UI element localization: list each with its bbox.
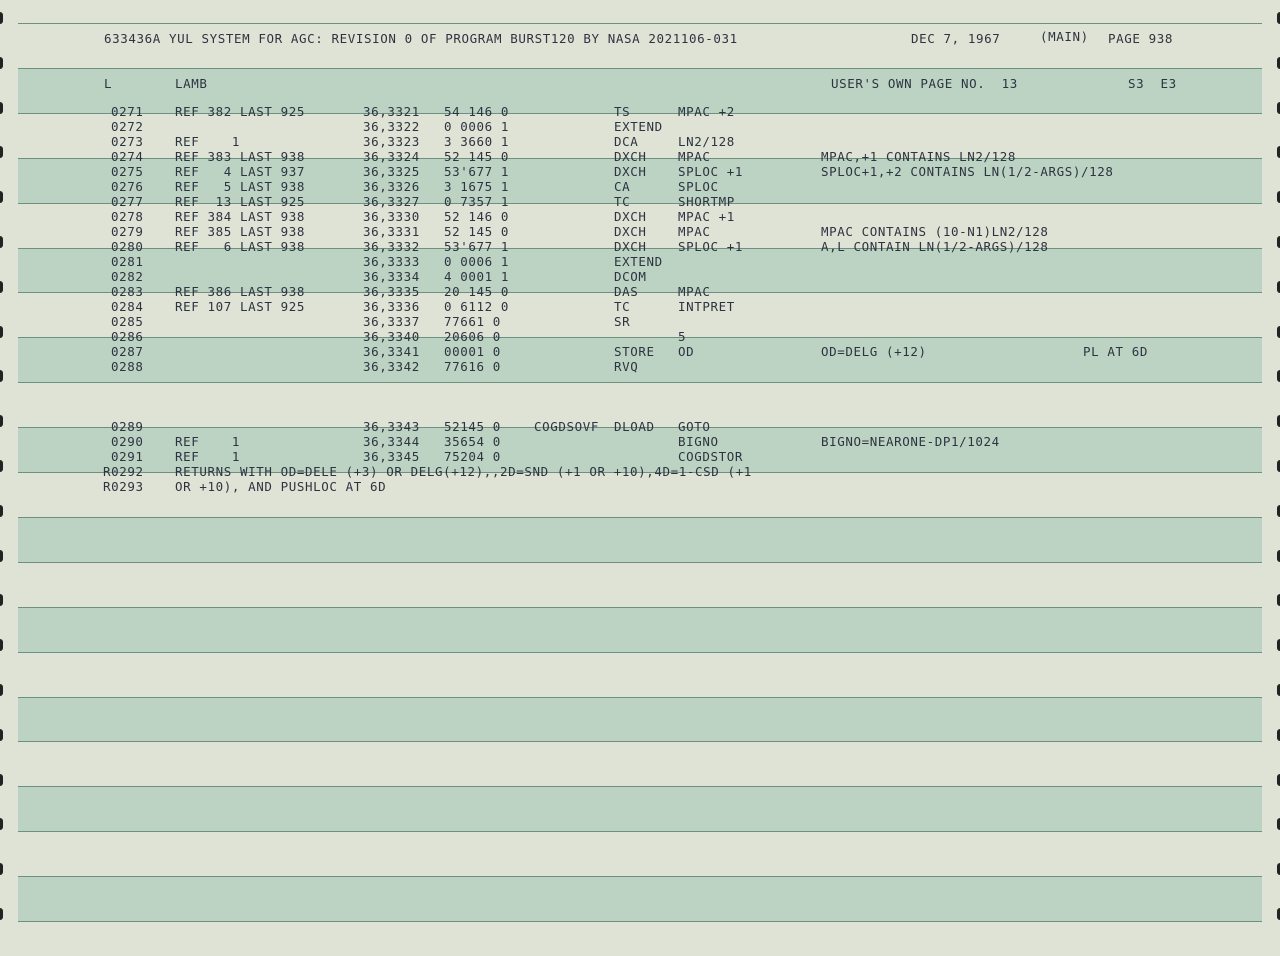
row-line-number: 0286 xyxy=(111,329,144,344)
header-date: DEC 7, 1967 xyxy=(911,31,1001,46)
row-opcode: TC xyxy=(614,194,631,209)
feed-hole xyxy=(0,57,3,69)
row-octal-word: 0 0006 1 xyxy=(444,254,510,269)
row-operand: SPLOC xyxy=(678,179,719,194)
row-opcode: DXCH xyxy=(614,164,647,179)
row-comment: MPAC,+1 CONTAINS LN2/128 xyxy=(821,149,1017,164)
row-octal-word: 0 7357 1 xyxy=(444,194,510,209)
user-page-number: USER'S OWN PAGE NO. 13 xyxy=(831,76,1018,91)
greenbar-rule xyxy=(18,786,1262,787)
row-octal-word: 53'677 1 xyxy=(444,164,510,179)
row-octal-word: 77616 0 xyxy=(444,359,501,374)
row-operand: GOTO xyxy=(678,419,711,434)
row-line-number: 0271 xyxy=(111,104,144,119)
row-operand: MPAC +2 xyxy=(678,104,735,119)
row-comment: OD=DELG (+12) xyxy=(821,344,927,359)
feed-hole xyxy=(0,281,3,293)
greenbar-rule xyxy=(18,68,1262,69)
row-opcode: CA xyxy=(614,179,631,194)
greenbar-rule xyxy=(18,831,1262,832)
section-codes: S3 E3 xyxy=(1128,76,1177,91)
row-line-number: 0275 xyxy=(111,164,144,179)
row-line-number: 0284 xyxy=(111,299,144,314)
row-line-number: 0281 xyxy=(111,254,144,269)
row-address: 36,3324 xyxy=(363,149,420,164)
row-octal-word: 0 0006 1 xyxy=(444,119,510,134)
feed-hole xyxy=(0,326,3,338)
log-name: LAMB xyxy=(175,76,208,91)
row-line-number: 0282 xyxy=(111,269,144,284)
remark-text: RETURNS WITH OD=DELE (+3) OR DELG(+12),,2D=SND (+1 OR +10),4D=1-CSD (+1 xyxy=(175,464,752,479)
feed-hole xyxy=(0,863,3,875)
greenbar-rule xyxy=(18,23,1262,24)
row-opcode: DXCH xyxy=(614,239,647,254)
row-opcode: DCA xyxy=(614,134,639,149)
row-operand: SPLOC +1 xyxy=(678,164,744,179)
row-operand: MPAC xyxy=(678,224,711,239)
row-operand: COGDSTOR xyxy=(678,449,744,464)
feed-hole xyxy=(0,370,3,382)
remark-number: R0293 xyxy=(103,479,144,494)
row-line-number: 0291 xyxy=(111,449,144,464)
row-reference: REF 5 LAST 938 xyxy=(175,179,306,194)
feed-hole xyxy=(0,818,3,830)
row-address: 36,3326 xyxy=(363,179,420,194)
feed-hole xyxy=(0,684,3,696)
row-octal-word: 54 146 0 xyxy=(444,104,510,119)
row-opcode: SR xyxy=(614,314,631,329)
row-operand: MPAC xyxy=(678,149,711,164)
row-address: 36,3330 xyxy=(363,209,420,224)
row-operand: SPLOC +1 xyxy=(678,239,744,254)
greenbar-rule xyxy=(18,517,1262,518)
row-octal-word: 0 6112 0 xyxy=(444,299,510,314)
row-comment: BIGNO=NEARONE-DP1/1024 xyxy=(821,434,1000,449)
row-address: 36,3325 xyxy=(363,164,420,179)
header-section: (MAIN) xyxy=(1040,29,1089,44)
row-comment: MPAC CONTAINS (10-N1)LN2/128 xyxy=(821,224,1049,239)
greenbar-band xyxy=(18,517,1262,562)
row-address: 36,3323 xyxy=(363,134,420,149)
row-octal-word: 77661 0 xyxy=(444,314,501,329)
row-reference: REF 383 LAST 938 xyxy=(175,149,306,164)
row-opcode: DCOM xyxy=(614,269,647,284)
row-address: 36,3331 xyxy=(363,224,420,239)
row-opcode: RVQ xyxy=(614,359,639,374)
row-line-number: 0277 xyxy=(111,194,144,209)
feed-hole xyxy=(0,146,3,158)
feed-hole xyxy=(0,639,3,651)
row-address: 36,3345 xyxy=(363,449,420,464)
greenbar-rule xyxy=(18,741,1262,742)
row-line-number: 0280 xyxy=(111,239,144,254)
greenbar-rule xyxy=(18,562,1262,563)
row-reference: REF 107 LAST 925 xyxy=(175,299,306,314)
row-operand: SHORTMP xyxy=(678,194,735,209)
row-reference: REF 13 LAST 925 xyxy=(175,194,306,209)
row-line-number: 0272 xyxy=(111,119,144,134)
greenbar-rule xyxy=(18,876,1262,877)
row-line-number: 0287 xyxy=(111,344,144,359)
row-address: 36,3334 xyxy=(363,269,420,284)
row-reference: REF 6 LAST 938 xyxy=(175,239,306,254)
row-octal-word: 20606 0 xyxy=(444,329,501,344)
row-octal-word: 75204 0 xyxy=(444,449,501,464)
row-opcode: DAS xyxy=(614,284,639,299)
greenbar-band xyxy=(18,697,1262,742)
row-reference: REF 385 LAST 938 xyxy=(175,224,306,239)
row-reference: REF 384 LAST 938 xyxy=(175,209,306,224)
row-octal-word: 52 145 0 xyxy=(444,224,510,239)
row-octal-word: 3 3660 1 xyxy=(444,134,510,149)
greenbar-band xyxy=(18,786,1262,831)
row-address: 36,3327 xyxy=(363,194,420,209)
greenbar-band xyxy=(18,607,1262,652)
row-line-number: 0290 xyxy=(111,434,144,449)
row-octal-word: 52145 0 xyxy=(444,419,501,434)
row-opcode: TC xyxy=(614,299,631,314)
feed-hole xyxy=(0,102,3,114)
row-address: 36,3343 xyxy=(363,419,420,434)
row-address: 36,3321 xyxy=(363,104,420,119)
greenbar-band xyxy=(18,876,1262,921)
row-address: 36,3335 xyxy=(363,284,420,299)
row-operand: BIGNO xyxy=(678,434,719,449)
row-octal-word: 53'677 1 xyxy=(444,239,510,254)
row-opcode: TS xyxy=(614,104,631,119)
row-address: 36,3337 xyxy=(363,314,420,329)
remark-text: OR +10), AND PUSHLOC AT 6D xyxy=(175,479,387,494)
row-operand: INTPRET xyxy=(678,299,735,314)
row-line-number: 0289 xyxy=(111,419,144,434)
row-line-number: 0283 xyxy=(111,284,144,299)
row-address: 36,3333 xyxy=(363,254,420,269)
row-reference: REF 382 LAST 925 xyxy=(175,104,306,119)
row-line-number: 0274 xyxy=(111,149,144,164)
feed-hole xyxy=(0,236,3,248)
row-address: 36,3344 xyxy=(363,434,420,449)
row-operand: MPAC xyxy=(678,284,711,299)
row-operand: LN2/128 xyxy=(678,134,735,149)
row-address: 36,3340 xyxy=(363,329,420,344)
greenbar-rule xyxy=(18,337,1262,338)
row-operand: OD xyxy=(678,344,695,359)
row-operand: 5 xyxy=(678,329,687,344)
row-octal-word: 4 0001 1 xyxy=(444,269,510,284)
row-opcode: DXCH xyxy=(614,149,647,164)
row-line-number: 0278 xyxy=(111,209,144,224)
row-opcode: DLOAD xyxy=(614,419,655,434)
row-octal-word: 35654 0 xyxy=(444,434,501,449)
row-address: 36,3341 xyxy=(363,344,420,359)
feed-hole xyxy=(0,505,3,517)
greenbar-rule xyxy=(18,921,1262,922)
greenbar-rule xyxy=(18,607,1262,608)
row-operand: MPAC +1 xyxy=(678,209,735,224)
row-opcode: EXTEND xyxy=(614,254,663,269)
feed-hole xyxy=(0,191,3,203)
row-line-number: 0279 xyxy=(111,224,144,239)
row-extra-note: PL AT 6D xyxy=(1083,344,1149,359)
row-reference: REF 4 LAST 937 xyxy=(175,164,306,179)
feed-hole xyxy=(0,594,3,606)
row-line-number: 0285 xyxy=(111,314,144,329)
row-line-number: 0276 xyxy=(111,179,144,194)
row-octal-word: 52 145 0 xyxy=(444,149,510,164)
row-octal-word: 3 1675 1 xyxy=(444,179,510,194)
row-reference: REF 1 xyxy=(175,134,241,149)
row-reference: REF 1 xyxy=(175,434,241,449)
row-opcode: DXCH xyxy=(614,224,647,239)
greenbar-rule xyxy=(18,382,1262,383)
feed-hole xyxy=(0,12,3,24)
row-address: 36,3342 xyxy=(363,359,420,374)
row-octal-word: 52 146 0 xyxy=(444,209,510,224)
row-octal-word: 20 145 0 xyxy=(444,284,510,299)
feed-hole xyxy=(0,550,3,562)
feed-hole xyxy=(0,460,3,472)
row-reference: REF 1 xyxy=(175,449,241,464)
row-opcode: STORE xyxy=(614,344,655,359)
header-title: 633436A YUL SYSTEM FOR AGC: REVISION 0 OF PROGRAM BURST120 BY NASA 2021106-031 xyxy=(104,31,738,46)
row-opcode: DXCH xyxy=(614,209,647,224)
row-opcode: EXTEND xyxy=(614,119,663,134)
greenbar-rule xyxy=(18,652,1262,653)
remark-number: R0292 xyxy=(103,464,144,479)
header-page: PAGE 938 xyxy=(1108,31,1174,46)
feed-hole xyxy=(0,908,3,920)
row-octal-word: 00001 0 xyxy=(444,344,501,359)
feed-hole xyxy=(0,774,3,786)
row-address: 36,3336 xyxy=(363,299,420,314)
row-comment: A,L CONTAIN LN(1/2-ARGS)/128 xyxy=(821,239,1049,254)
greenbar-rule xyxy=(18,697,1262,698)
row-address: 36,3322 xyxy=(363,119,420,134)
row-address: 36,3332 xyxy=(363,239,420,254)
row-reference: REF 386 LAST 938 xyxy=(175,284,306,299)
row-comment: SPLOC+1,+2 CONTAINS LN(1/2-ARGS)/128 xyxy=(821,164,1114,179)
row-line-number: 0288 xyxy=(111,359,144,374)
feed-hole xyxy=(0,729,3,741)
row-line-number: 0273 xyxy=(111,134,144,149)
feed-hole xyxy=(0,415,3,427)
row-label: COGDSOVF xyxy=(534,419,600,434)
subheader-l: L xyxy=(104,76,113,91)
